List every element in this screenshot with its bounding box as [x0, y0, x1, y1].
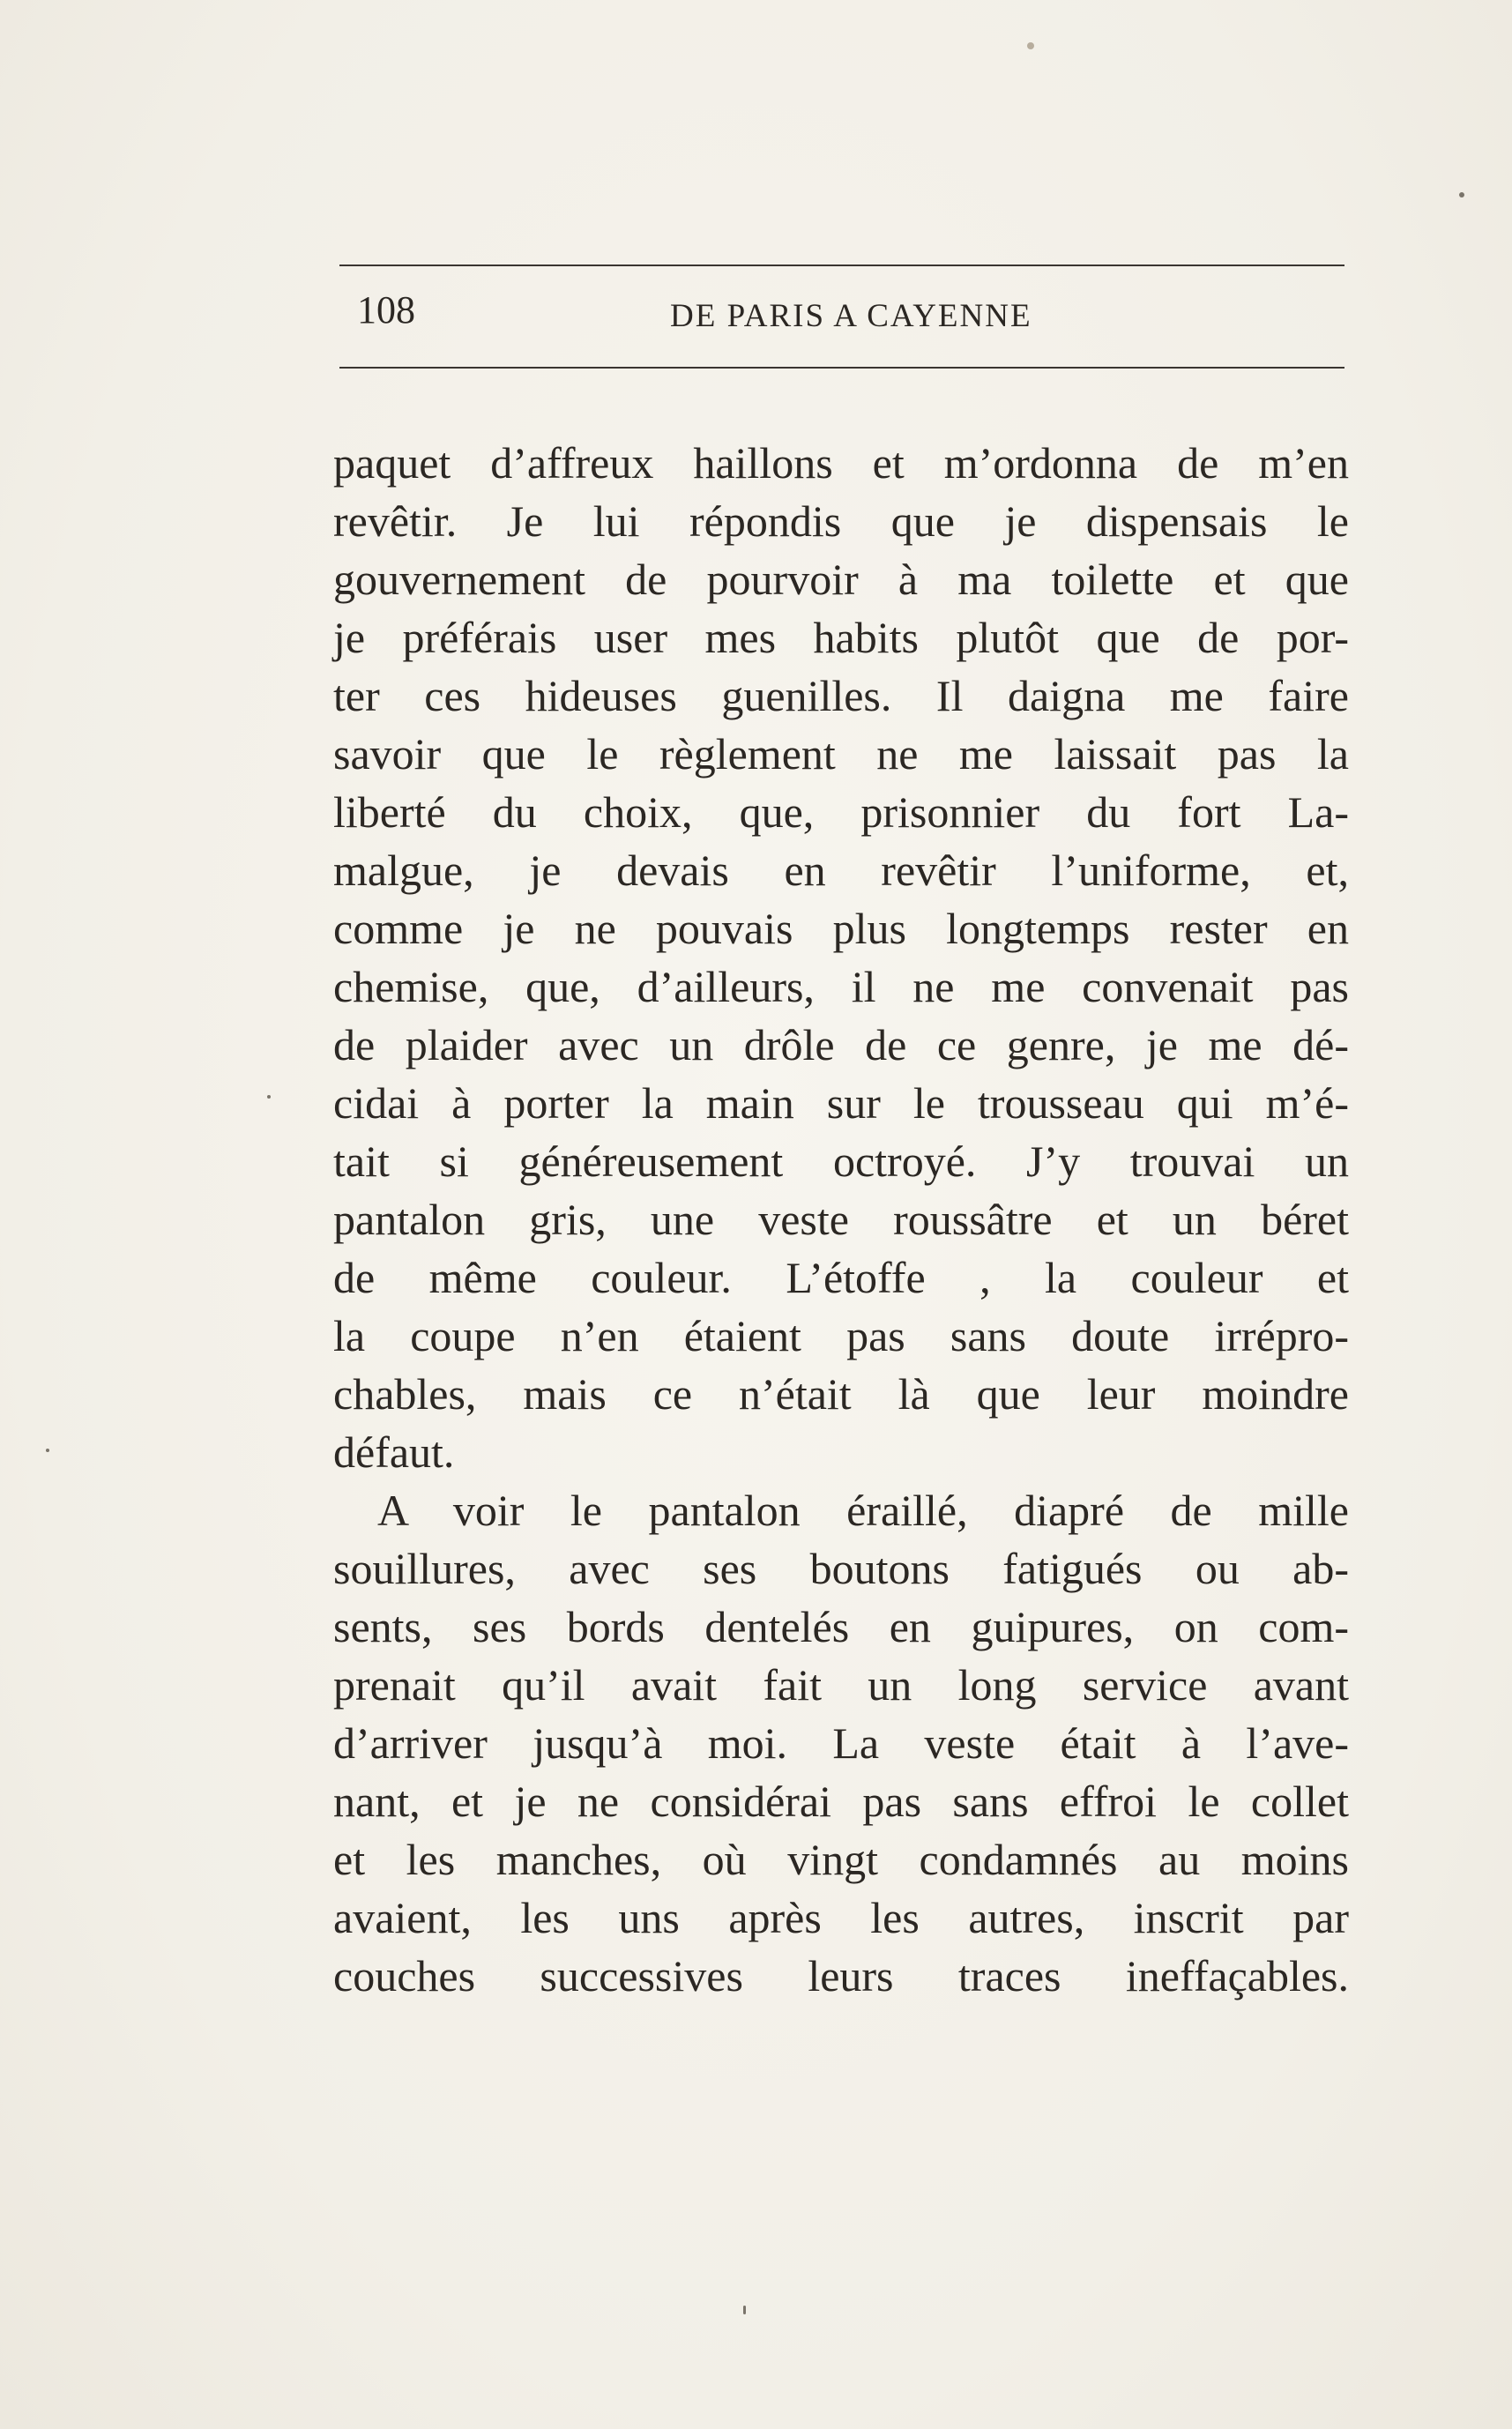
text-line: cidai à porter la main sur le trousseau qui m’é- [333, 1078, 1349, 1128]
text-line: pantalon gris, une veste roussâtre et un béret [333, 1195, 1349, 1244]
text-line: sents, ses bords dentelés en guipures, on com- [333, 1602, 1349, 1651]
text-line: savoir que le règlement ne me laissait pas la [333, 729, 1349, 779]
header-bottom-rule [339, 367, 1344, 369]
text-line: la coupe n’en étaient pas sans doute irrépro- [333, 1311, 1349, 1360]
text-line: avaient, les uns après les autres, inscrit par [333, 1893, 1349, 1942]
text-line: chables, mais ce n’était là que leur moindre [333, 1369, 1349, 1419]
text-line: liberté du choix, que, prisonnier du fort La- [333, 787, 1349, 837]
text-line: tait si généreusement octroyé. J’y trouvai un [333, 1136, 1349, 1186]
paper-speck [1027, 42, 1034, 49]
running-head: DE PARIS A CAYENNE [670, 298, 1032, 334]
text-line: souillures, avec ses boutons fatigués ou ab- [333, 1544, 1349, 1593]
text-line: prenait qu’il avait fait un long service avant [333, 1660, 1349, 1710]
page-number: 108 [357, 288, 415, 332]
paper-speck [1459, 192, 1464, 197]
paper-speck [46, 1449, 49, 1452]
text-line: et les manches, où vingt condamnés au moins [333, 1835, 1349, 1884]
text-line: revêtir. Je lui répondis que je dispensais le [333, 496, 1349, 546]
text-line: défaut. [333, 1427, 455, 1477]
text-line: paquet d’affreux haillons et m’ordonna de m’en [333, 438, 1349, 488]
text-line: comme je ne pouvais plus longtemps rester en [333, 904, 1349, 953]
body-text [333, 434, 1349, 2005]
text-line: ter ces hideuses guenilles. Il daigna me faire [333, 671, 1349, 720]
text-line: gouvernement de pourvoir à ma toilette et que [333, 555, 1349, 604]
text-line: nant, et je ne considérai pas sans effroi le collet [333, 1777, 1349, 1826]
text-line: A voir le pantalon éraillé, diapré de mille [377, 1486, 1349, 1535]
text-line: chemise, que, d’ailleurs, il ne me convenait pas [333, 962, 1349, 1011]
text-line: je préférais user mes habits plutôt que de por- [333, 613, 1349, 662]
paper-speck [267, 1095, 271, 1099]
text-line: malgue, je devais en revêtir l’uniforme, et, [333, 846, 1349, 895]
text-line: de même couleur. L’étoffe , la couleur et [333, 1253, 1349, 1302]
text-line: de plaider avec un drôle de ce genre, je me dé- [333, 1020, 1349, 1069]
header-top-rule [339, 265, 1344, 266]
paper-speck [743, 2306, 746, 2314]
text-line: d’arriver jusqu’à moi. La veste était à l’ave- [333, 1718, 1349, 1768]
text-line: couches successives leurs traces ineffaçables. [333, 1951, 1349, 2001]
